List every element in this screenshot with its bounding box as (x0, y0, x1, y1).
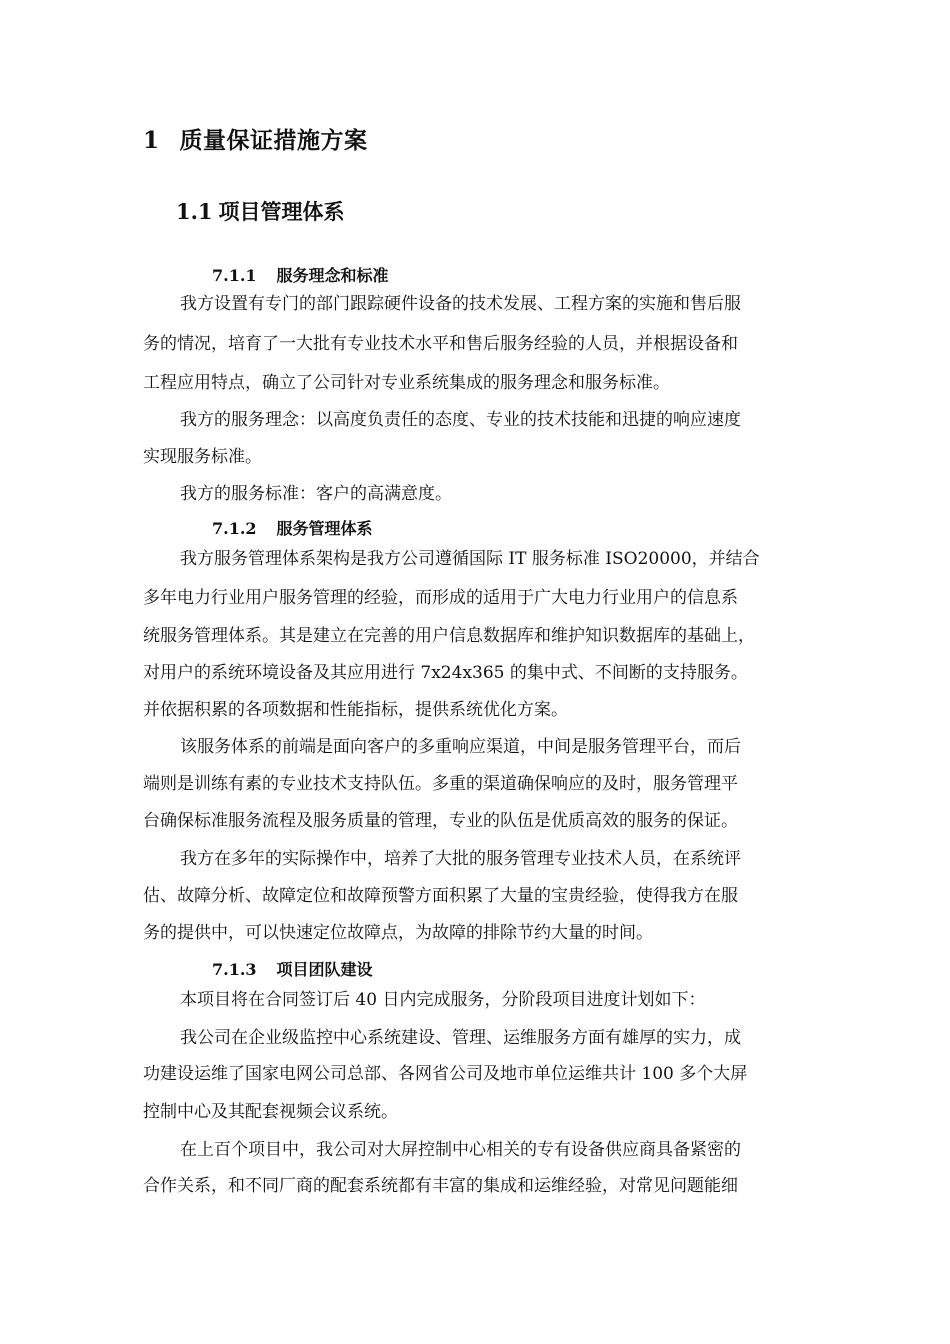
paragraph-line: 我方在多年的实际操作中，培养了大批的服务管理专业技术人员，在系统评 (180, 849, 741, 869)
heading-2-number: 1.1 (176, 199, 213, 224)
heading-2-title: 项目管理体系 (218, 199, 345, 224)
section-number: 7.1.1 (212, 266, 257, 285)
heading-level-2 (176, 196, 345, 226)
paragraph-line: 我公司在企业级监控中心系统建设、管理、运维服务方面有雄厚的实力，成 (180, 1028, 741, 1048)
section-number: 7.1.2 (212, 519, 257, 538)
paragraph-line: 并依据积累的各项数据和性能指标，提供系统优化方案。 (143, 700, 568, 720)
paragraph-line: 实现服务标准。 (143, 447, 262, 467)
paragraph-line: 我方的服务理念：以高度负责任的态度、专业的技术技能和迅捷的响应速度 (180, 410, 741, 430)
section-number: 7.1.3 (212, 960, 257, 979)
paragraph-line: 务的提供中，可以快速定位故障点，为故障的排除节约大量的时间。 (143, 923, 653, 943)
paragraph-line: 合作关系，和不同厂商的配套系统都有丰富的集成和运维经验，对常见问题能细 (143, 1176, 738, 1196)
heading-section-7-1-1 (212, 263, 389, 286)
paragraph-line: 对用户的系统环境设备及其应用进行 7x24x365 的集中式、不间断的支持服务。 (143, 663, 748, 683)
paragraph-line: 统服务管理体系。其是建立在完善的用户信息数据库和维护知识数据库的基础上， (143, 626, 755, 646)
section-title: 项目团队建设 (276, 960, 373, 979)
paragraph-line: 台确保标准服务流程及服务质量的管理，专业的队伍是优质高效的服务的保证。 (143, 811, 738, 831)
heading-section-7-1-3 (212, 957, 373, 980)
paragraph-line: 功建设运维了国家电网公司总部、各网省公司及地市单位运维共计 100 多个大屏 (143, 1064, 748, 1084)
paragraph-line: 本项目将在合同签订后 40 日内完成服务，分阶段项目进度计划如下： (180, 990, 706, 1010)
paragraph-line: 控制中心及其配套视频会议系统。 (143, 1102, 398, 1122)
paragraph-line: 该服务体系的前端是面向客户的多重响应渠道，中间是服务管理平台，而后 (180, 737, 741, 757)
heading-1-title: 质量保证措施方案 (179, 127, 368, 154)
paragraph-line: 务的情况，培育了一大批有专业技术水平和售后服务经验的人员，并根据设备和 (143, 334, 738, 354)
paragraph-line: 估、故障分析、故障定位和故障预警方面积累了大量的宝贵经验，使得我方在服 (143, 886, 738, 906)
paragraph-line: 我方服务管理体系架构是我方公司遵循国际 IT 服务标准 ISO20000，并结合 (180, 549, 760, 569)
paragraph-line: 工程应用特点，确立了公司针对专业系统集成的服务理念和服务标准。 (143, 373, 670, 393)
section-title: 服务理念和标准 (276, 266, 389, 285)
paragraph-line: 在上百个项目中，我公司对大屏控制中心相关的专有设备供应商具备紧密的 (180, 1140, 741, 1160)
paragraph-line: 端则是训练有素的专业技术支持队伍。多重的渠道确保响应的及时，服务管理平 (143, 774, 738, 794)
paragraph-line: 我方的服务标准：客户的高满意度。 (180, 484, 452, 504)
paragraph-line: 多年电力行业用户服务管理的经验，而形成的适用于广大电力行业用户的信息系 (143, 588, 738, 608)
paragraph-line: 我方设置有专门的部门跟踪硬件设备的技术发展、工程方案的实施和售后服 (180, 294, 741, 314)
section-title: 服务管理体系 (276, 519, 373, 538)
heading-section-7-1-2 (212, 516, 373, 539)
heading-level-1 (143, 122, 368, 155)
heading-1-number: 1 (143, 127, 160, 154)
